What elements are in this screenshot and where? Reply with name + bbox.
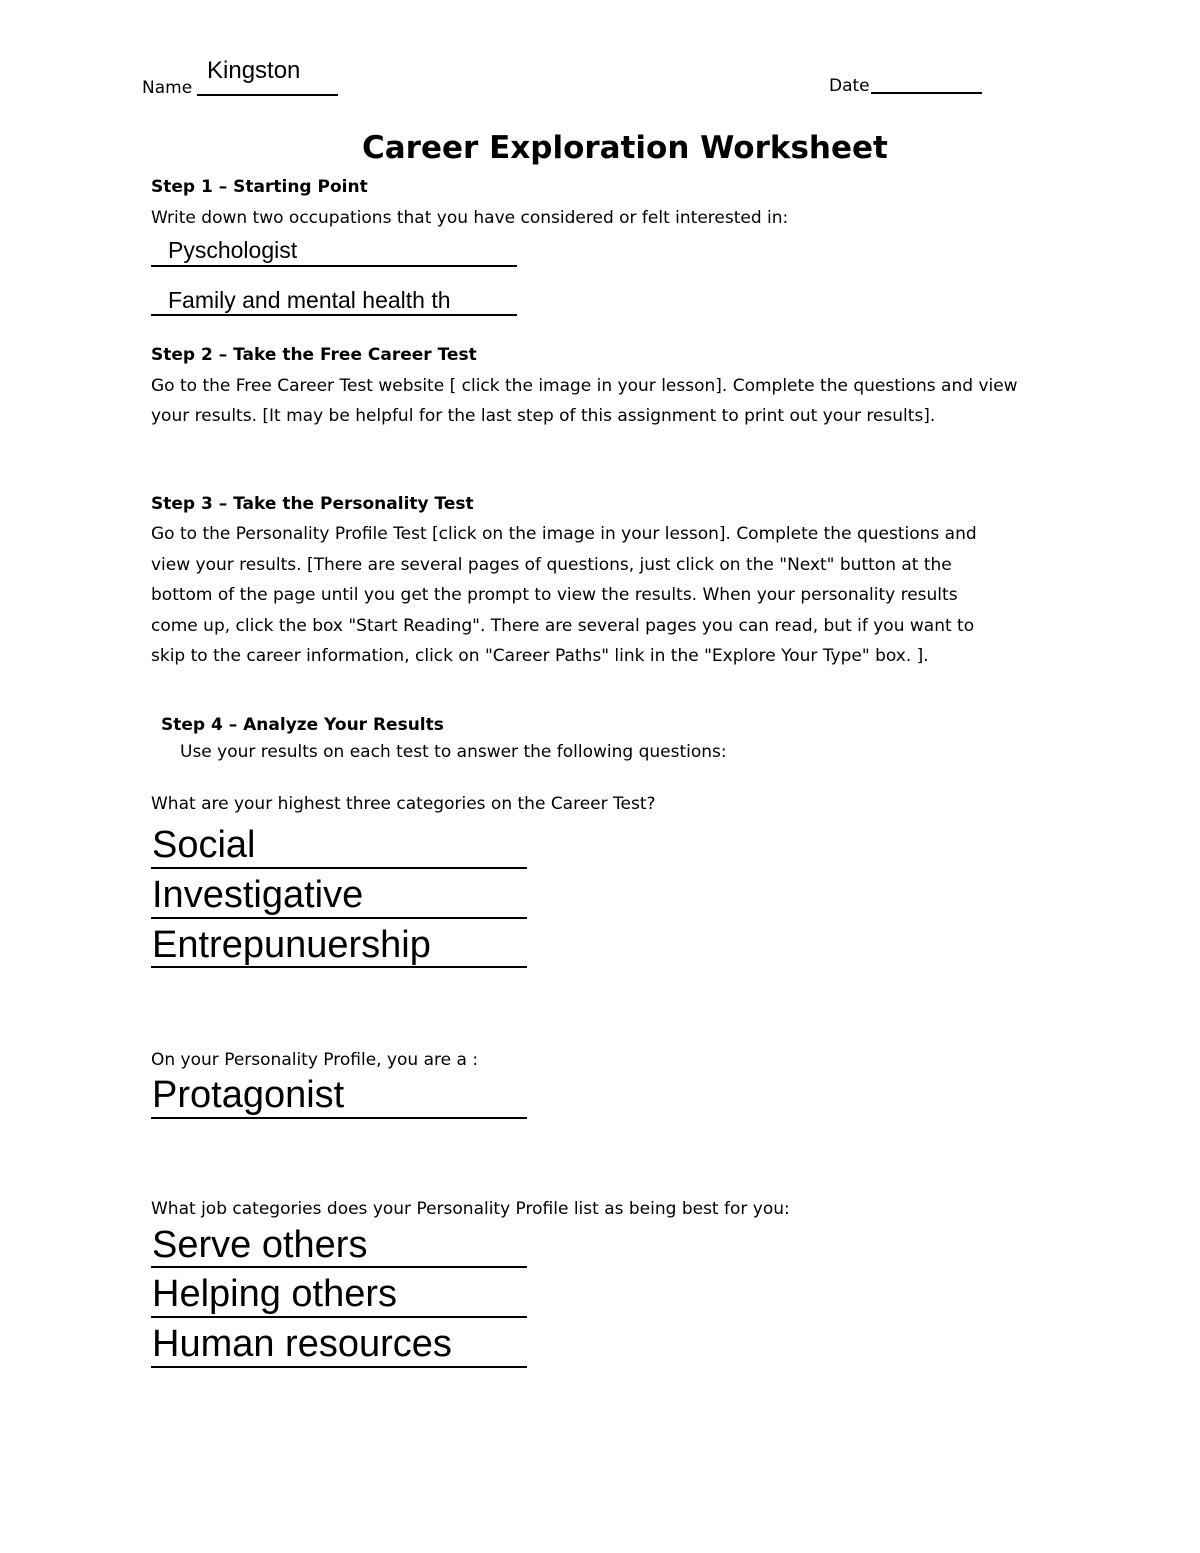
personality-question: On your Personality Profile, you are a : — [151, 1050, 479, 1070]
step4-instruction: Use your results on each test to answer the following questions: — [180, 742, 727, 762]
name-label: Name — [142, 78, 193, 98]
name-field[interactable]: Kingston — [207, 57, 301, 84]
name-line — [197, 94, 338, 96]
step3-line-3: bottom of the page until you get the prompt to view the results. When your personality results — [151, 585, 958, 605]
job-category-field-2[interactable]: Helping others — [152, 1273, 398, 1315]
job-category-line-2 — [151, 1316, 527, 1318]
step1-heading: Step 1 – Starting Point — [151, 177, 368, 197]
step3-line-1: Go to the Personality Profile Test [click on the image in your lesson]. Complete the questions and — [151, 524, 977, 544]
career-category-field-3[interactable]: Entrepunuership — [152, 924, 431, 966]
personality-type-line — [151, 1117, 527, 1119]
step3-line-5: skip to the career information, click on "Career Paths" link in the "Explore Your Type" box. ]. — [151, 646, 929, 666]
step3-heading: Step 3 – Take the Personality Test — [151, 494, 474, 514]
occupation-field-2[interactable]: Family and mental health th — [168, 287, 451, 313]
step3-line-2: view your results. [There are several pages of questions, just click on the "Next" button at the — [151, 555, 952, 575]
career-category-line-2 — [151, 917, 527, 919]
personality-type-field[interactable]: Protagonist — [152, 1074, 345, 1116]
step1-instruction: Write down two occupations that you have considered or felt interested in: — [151, 208, 789, 228]
career-test-question: What are your highest three categories on the Career Test? — [151, 794, 656, 814]
step2-heading: Step 2 – Take the Free Career Test — [151, 345, 477, 365]
career-category-line-1 — [151, 867, 527, 869]
job-category-line-1 — [151, 1266, 527, 1268]
page-title: Career Exploration Worksheet — [362, 130, 888, 166]
date-label: Date — [829, 76, 870, 96]
career-category-field-1[interactable]: Social — [152, 824, 256, 866]
job-categories-question: What job categories does your Personality Profile list as being best for you: — [151, 1199, 790, 1219]
step4-heading: Step 4 – Analyze Your Results — [161, 715, 444, 735]
date-field[interactable] — [871, 92, 982, 94]
occupation-field-1[interactable]: Pyschologist — [168, 237, 298, 263]
occupation-line-1 — [151, 265, 517, 267]
job-category-line-3 — [151, 1366, 527, 1368]
career-category-field-2[interactable]: Investigative — [152, 874, 364, 916]
step2-line-2: your results. [It may be helpful for the last step of this assignment to print out your results]. — [151, 406, 936, 426]
career-category-line-3 — [151, 966, 527, 968]
job-category-field-3[interactable]: Human resources — [152, 1323, 452, 1365]
step2-line-1: Go to the Free Career Test website [ click the image in your lesson]. Complete the questions and view — [151, 376, 1018, 396]
step3-line-4: come up, click the box "Start Reading". There are several pages you can read, but if you want to — [151, 616, 975, 636]
job-category-field-1[interactable]: Serve others — [152, 1224, 368, 1266]
occupation-line-2 — [151, 314, 517, 316]
